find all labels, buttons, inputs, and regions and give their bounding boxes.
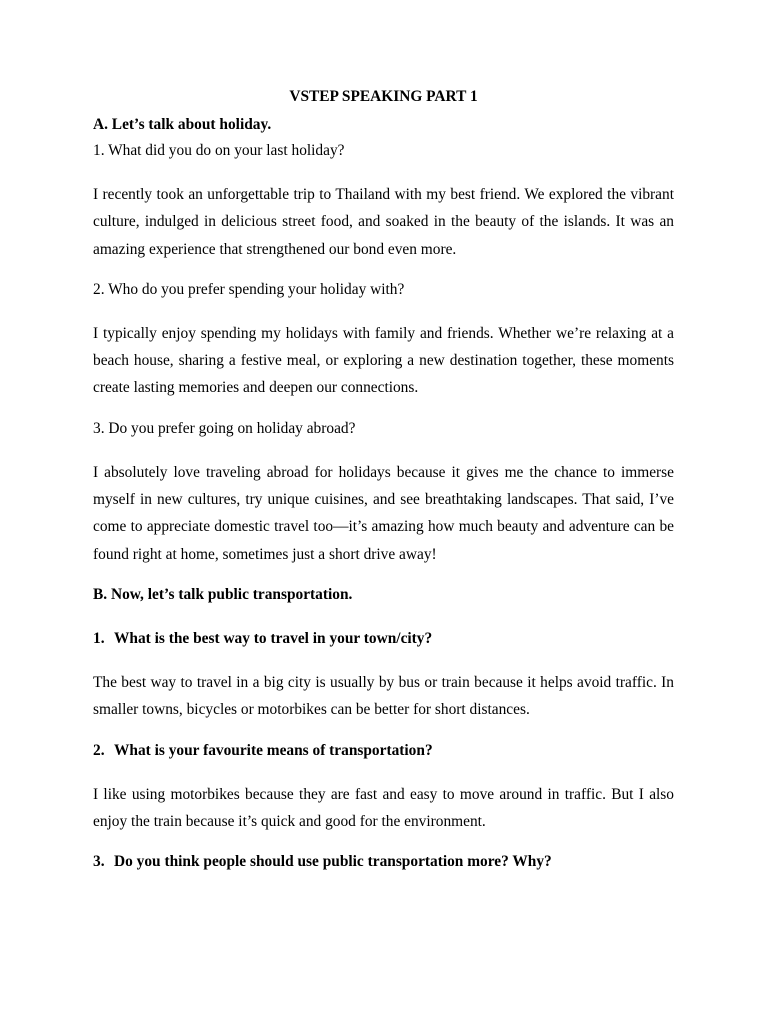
section-b-question-3 (93, 848, 674, 876)
section-a-answer-3: I absolutely love traveling abroad for holidays because it gives me the chance to immerse myself in new cultures, try unique cuisines, and see breathtaking landscapes. That said, I’ve come to appreciate domestic travel too—it’s amazing how much beauty and adventure can be found right at home, sometimes just a short drive away! (93, 463, 674, 563)
question-text: Do you think people should use public transportation more? Why? (114, 853, 552, 871)
section-a-answer-1: I recently took an unforgettable trip to Thailand with my best friend. We explored the vibrant culture, indulged in delicious street food, and soaked in the beauty of the islands. It was an amazing experience that strengthened our bond even more. (93, 186, 674, 258)
section-b-question-2 (93, 737, 674, 765)
page-title: VSTEP SPEAKING PART 1 (289, 88, 478, 105)
section-b-answer-1: The best way to travel in a big city is usually by bus or train because it helps avoid traffic. In smaller towns, bicycles or motorbikes can be better for short distances. (93, 673, 674, 719)
section-a-answer-2: I typically enjoy spending my holidays with family and friends. Whether we’re relaxing at a beach house, sharing a festive meal, or exploring a new destination together, these moments create lasting memories and deepen our connections. (93, 324, 674, 397)
question-number: 3. (93, 853, 105, 871)
question-number: 1. (93, 629, 105, 647)
section-b-question-1 (93, 625, 674, 653)
question-text: What is the best way to travel in your town/city? (114, 629, 433, 647)
section-b-answer-2: I like using motorbikes because they are fast and easy to move around in traffic. But I also enjoy the train because it’s quick and good for the environment. (93, 785, 674, 830)
section-a-heading: A. Let’s talk about holiday. (93, 116, 272, 133)
question-number: 2. (93, 741, 105, 759)
section-b-heading: B. Now, let’s talk public transportation. (93, 585, 353, 603)
question-text: What is your favourite means of transportation? (114, 741, 433, 759)
section-a-question-2: 2. Who do you prefer spending your holiday with? (93, 280, 405, 298)
section-a-question-3: 3. Do you prefer going on holiday abroad? (93, 419, 356, 437)
document-page (93, 85, 674, 876)
section-a-question-1: 1. What did you do on your last holiday? (93, 142, 345, 159)
